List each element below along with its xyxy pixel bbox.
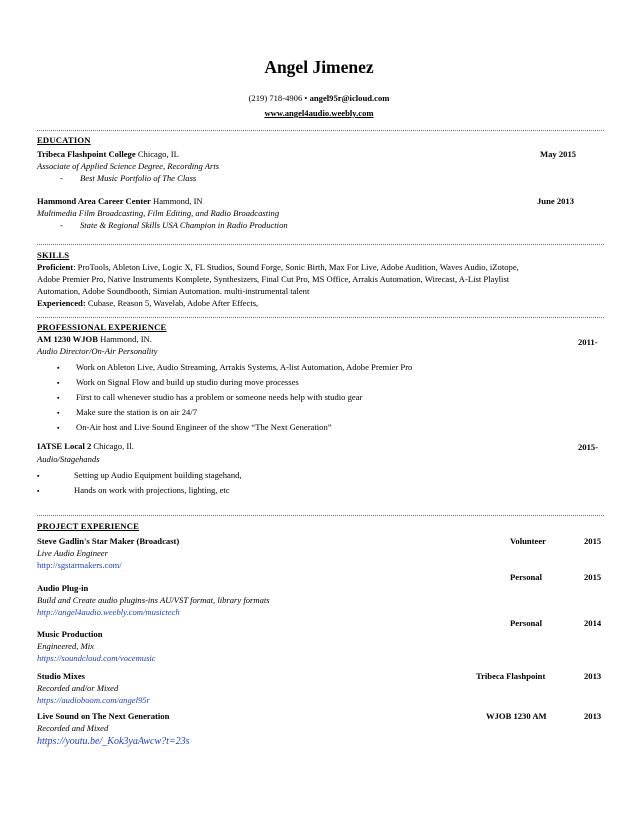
education-entry-degree: Multimedia Film Broadcasting, Film Editing, and Radio Broadcasting [37, 208, 280, 218]
project-subtitle: Recorded and/or Mixed [37, 683, 119, 693]
section-divider [37, 317, 604, 318]
project-title: Studio Mixes [37, 671, 85, 681]
education-entry-honor: State & Regional Skills USA Champion in Radio Production [80, 220, 288, 230]
project-subtitle: Build and Create audio plugins-ins AU/VST format, library formats [37, 595, 270, 605]
bullet-icon: ▪ [57, 379, 60, 387]
professional-heading: PROFESSIONAL EXPERIENCE [37, 322, 167, 332]
bullet-icon: ▪ [57, 424, 60, 432]
job-date: 2011- [578, 337, 598, 347]
section-divider [37, 244, 604, 245]
resume-name: Angel Jimenez [264, 57, 374, 77]
education-entry-date: June 2013 [537, 196, 575, 206]
skills-proficient-line: Adobe Premier Pro, Native Instruments Komplete, Synthesizers, Final Cut Pro, MS Office, Arrakis Automation, Wirecast, A-List Playlist [37, 274, 510, 284]
job-bullet: Setting up Audio Equipment building stagehand, [74, 470, 242, 480]
project-link[interactable]: http://sgstarmakers.com/ [37, 560, 122, 570]
project-year: 2015 [584, 572, 602, 582]
project-link[interactable]: https://youtu.be/_Kok3yaAwcw?t=23s [37, 736, 190, 747]
skills-heading: SKILLS [37, 250, 70, 260]
bullet-icon: ▪ [57, 364, 60, 372]
education-entry-school: Hammond Area Career Center Hammond, IN [37, 196, 203, 206]
job-role: Audio/Stagehands [37, 454, 100, 464]
education-entry-honor: Best Music Portfolio of The Class [80, 173, 197, 183]
job-bullet: Work on Ableton Live, Audio Streaming, Arrakis Systems, A-list Automation, Adobe Premier Pro [76, 362, 413, 372]
skills-experienced-line: Experienced: Cubase, Reason 5, Wavelab, Adobe After Effects, [37, 298, 259, 308]
projects-heading: PROJECT EXPERIENCE [37, 521, 140, 531]
project-subtitle: Engineered, Mix [37, 641, 94, 651]
education-entry-school: Tribeca Flashpoint College Chicago, IL [37, 149, 179, 159]
education-entry-date: May 2015 [540, 149, 577, 159]
project-title: Steve Gadlin's Star Maker (Broadcast) [37, 536, 180, 546]
project-title: Live Sound on The Next Generation [37, 711, 170, 721]
job-bullet: First to call whenever studio has a problem or someone needs help with studio gear [76, 392, 363, 402]
project-link[interactable]: https://audioboom.com/angel95r [37, 695, 150, 705]
job-bullet: Work on Signal Flow and build up studio during move processes [76, 377, 299, 387]
job-bullet: On-Air host and Live Sound Engineer of the show “The Next Generation” [76, 422, 332, 432]
bullet-icon: ▪ [37, 472, 40, 480]
project-org: Personal [510, 618, 542, 628]
education-entry-dash: - [60, 173, 63, 183]
bullet-icon: ▪ [37, 487, 40, 495]
project-link[interactable]: http://angel4audio.weebly.com/musictech [37, 607, 180, 617]
project-org: WJOB 1230 AM [486, 711, 547, 721]
bullet-icon: ▪ [57, 394, 60, 402]
section-divider [37, 515, 604, 516]
email-link[interactable]: angel95r@icloud.com [309, 93, 390, 103]
project-year: 2013 [584, 671, 602, 681]
section-divider [37, 130, 604, 131]
contact-line [0, 93, 638, 103]
job-role: Audio Director/On-Air Personality [37, 346, 158, 356]
skills-proficient-line: Proficient: ProTools, Ableton Live, Logic X, FL Studios, Sound Forge, Sonic Birth, Max For Live, Adobe Audition, Waves Audio, iZotope, [37, 262, 519, 272]
project-year: 2013 [584, 711, 602, 721]
education-entry-degree: Associate of Applied Science Degree, Recording Arts [37, 161, 220, 171]
skills-proficient-line: Automation, Adobe Soundbooth, Simian Automation. multi-instrumental talent [37, 286, 310, 296]
project-org: Volunteer [510, 536, 546, 546]
job-date: 2015- [578, 442, 599, 452]
project-title: Music Production [37, 629, 103, 639]
project-year: 2014 [584, 618, 602, 628]
education-entry-dash: - [60, 220, 63, 230]
project-org: Personal [510, 572, 542, 582]
project-title: Audio Plug-in [37, 583, 89, 593]
job-employer: AM 1230 WJOB Hammond, IN. [37, 334, 152, 344]
education-heading: EDUCATION [37, 135, 91, 145]
phone: (219) 718-4906 • [248, 93, 310, 103]
project-org: Tribeca Flashpoint [476, 671, 546, 681]
job-bullet: Hands on work with projections, lighting, etc [74, 485, 230, 495]
job-employer: IATSE Local 2 Chicago, Il. [37, 441, 134, 451]
project-subtitle: Recorded and Mixed [37, 723, 109, 733]
website-link[interactable]: www.angel4audio.weebly.com [264, 108, 374, 118]
project-subtitle: Live Audio Engineer [37, 548, 108, 558]
project-link[interactable]: https://soundcloud.com/vocemusic [37, 653, 156, 663]
project-year: 2015 [584, 536, 602, 546]
job-bullet: Make sure the station is on air 24/7 [76, 407, 198, 417]
bullet-icon: ▪ [57, 409, 60, 417]
